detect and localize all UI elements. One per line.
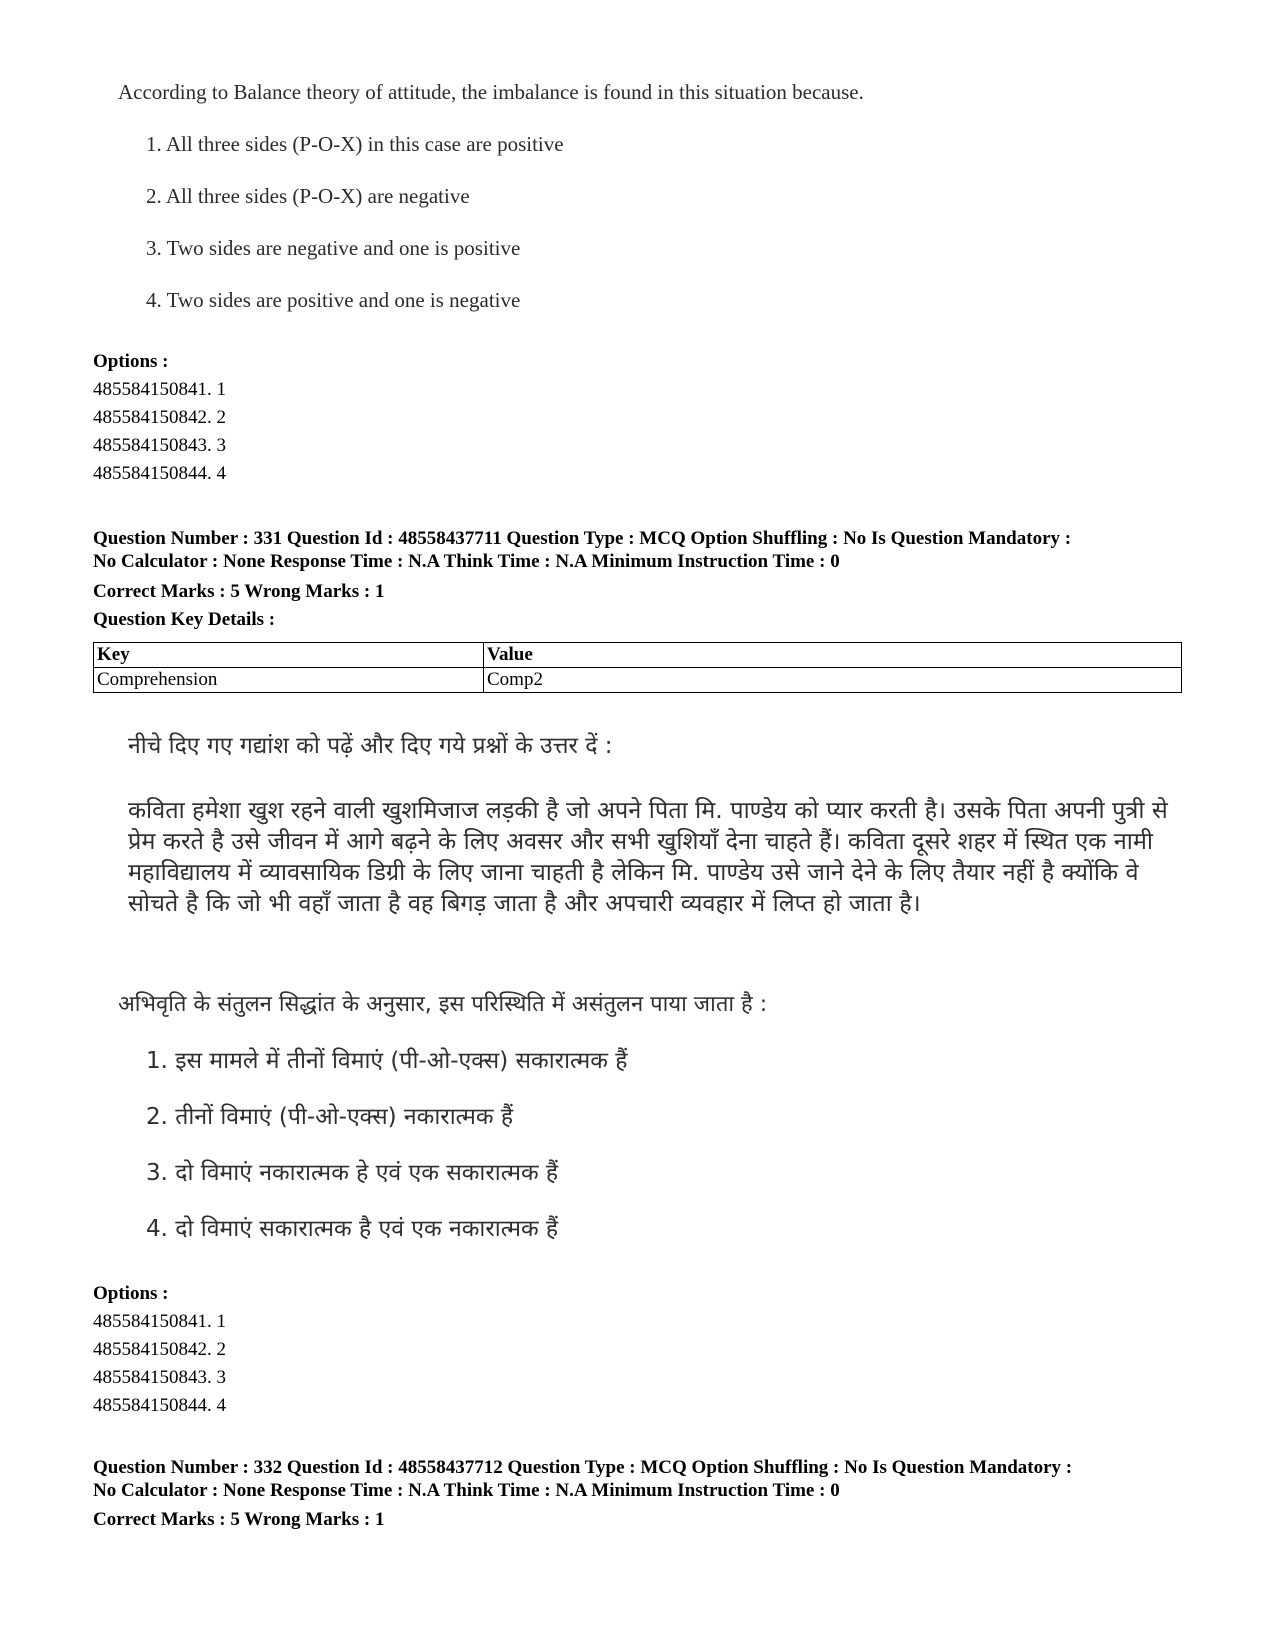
table-cell-key: Comprehension	[94, 668, 484, 693]
question-stem-hi: अभिवृति के संतुलन सिद्धांत के अनुसार, इस परिस्थिति में असंतुलन पाया जाता है :	[118, 992, 768, 1017]
table-header-value: Value	[484, 643, 1182, 668]
question-meta-line-2: No Calculator : None Response Time : N.A Think Time : N.A Minimum Instruction Time : 0	[93, 1480, 840, 1501]
choice-hi-1: 1. इस मामले में तीनों विमाएं (पी-ओ-एक्स) सकारात्मक हैं	[146, 1048, 628, 1074]
marks-line: Correct Marks : 5 Wrong Marks : 1	[93, 581, 385, 602]
choice-en-3: 3. Two sides are negative and one is positive	[146, 236, 521, 260]
choice-hi-2: 2. तीनों विमाएं (पी-ओ-एक्स) नकारात्मक हैं	[146, 1104, 514, 1130]
key-details-heading: Question Key Details :	[93, 609, 276, 630]
table-row	[94, 668, 1182, 693]
table-header-key: Key	[94, 643, 484, 668]
choice-en-1: 1. All three sides (P-O-X) in this case are positive	[146, 132, 564, 156]
marks-line: Correct Marks : 5 Wrong Marks : 1	[93, 1509, 385, 1530]
option-item: 485584150844. 4	[93, 463, 226, 484]
options-block-1	[93, 348, 226, 488]
option-item: 485584150841. 1	[93, 1311, 226, 1332]
question-meta-line-1: Question Number : 332 Question Id : 48558437712 Question Type : MCQ Option Shuffling : No Is Question Mandatory :	[93, 1457, 1073, 1478]
option-item: 485584150841. 1	[93, 379, 226, 400]
choice-en-2: 2. All three sides (P-O-X) are negative	[146, 184, 470, 208]
instruction-hi: नीचे दिए गए गद्यांश को पढ़ें और दिए गये प्रश्नों के उत्तर दें :	[128, 733, 613, 759]
option-item: 485584150843. 3	[93, 435, 226, 456]
choice-hi-3: 3. दो विमाएं नकारात्मक हे एवं एक सकारात्मक हैं	[146, 1160, 559, 1186]
passage-hi: कविता हमेशा खुश रहने वाली खुशमिजाज लड़की है जो अपने पिता मि. पाण्डेय को प्यार करती है। उसके पिता अपनी पुत्री से प्रेम करते है उसे जीवन में आगे बढ़ने के लिए अवसर और सभी खुशियाँ देना चाहते हैं। कविता दूसरे शहर में स्थित एक नामी महाविद्यालय में व्यावसायिक डिग्री के लिए जाना चाहती है लेकिन मि. पाण्डेय उसे जाने देने के लिए तैयार नहीं है क्योंकि वे सोचते है कि जो भी वहाँ जाता है वह बिगड़ जाता है और अपचारी व्यवहार में लिप्त हो जाता है।	[128, 796, 1168, 917]
question-stem-en: According to Balance theory of attitude, the imbalance is found in this situation because.	[118, 80, 864, 104]
options-heading: Options :	[93, 1283, 169, 1304]
options-heading: Options :	[93, 351, 169, 372]
question-meta-line-2: No Calculator : None Response Time : N.A Think Time : N.A Minimum Instruction Time : 0	[93, 551, 840, 572]
option-item: 485584150842. 2	[93, 1339, 226, 1360]
choice-en-4: 4. Two sides are positive and one is negative	[146, 288, 521, 312]
option-item: 485584150843. 3	[93, 1367, 226, 1388]
table-header-row	[94, 643, 1182, 668]
question-331-meta	[93, 527, 1183, 573]
choice-hi-4: 4. दो विमाएं सकारात्मक है एवं एक नकारात्मक हैं	[146, 1216, 559, 1242]
option-item: 485584150844. 4	[93, 1395, 226, 1416]
key-details-table	[93, 642, 1182, 693]
option-item: 485584150842. 2	[93, 407, 226, 428]
question-meta-line-1: Question Number : 331 Question Id : 48558437711 Question Type : MCQ Option Shuffling : No Is Question Mandatory :	[93, 528, 1072, 549]
table-cell-value: Comp2	[484, 668, 1182, 693]
question-332-meta	[93, 1456, 1183, 1502]
options-block-2	[93, 1280, 226, 1420]
